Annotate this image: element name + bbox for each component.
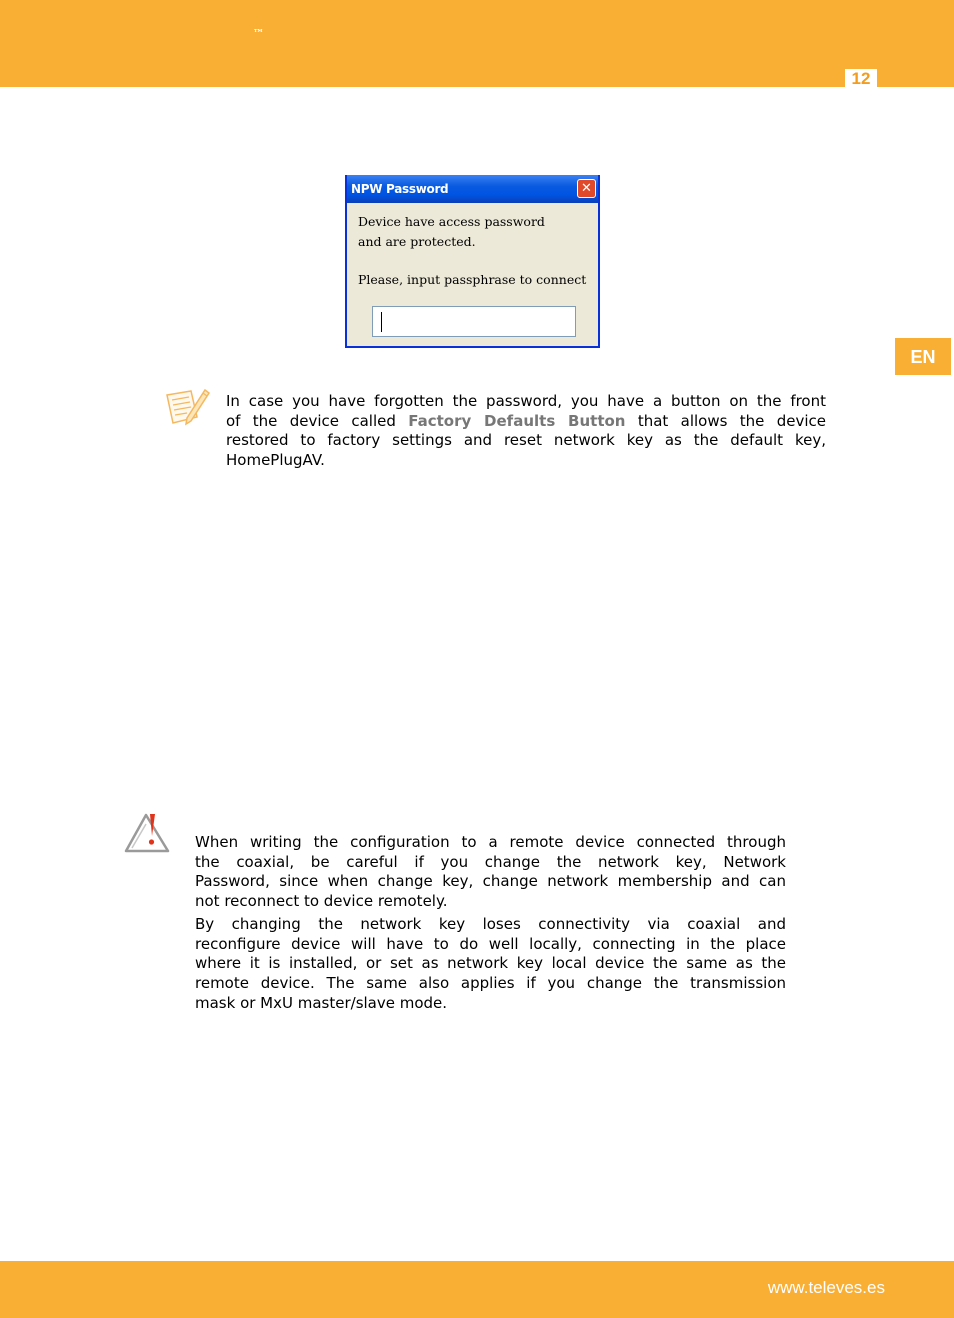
warning-line: Password, since when change key, change network membership and can <box>195 872 786 891</box>
close-icon[interactable]: ✕ <box>577 179 596 198</box>
dialog-title: NPW Password <box>351 182 449 196</box>
note-line: In case you have forgotten the password, you have a button on the front <box>226 392 826 410</box>
page-number: 12 <box>845 69 877 87</box>
warning-paragraph-1 <box>195 833 786 912</box>
dialog-message-line: Please, input passphrase to connect <box>358 272 587 287</box>
trademark-symbol: ™ <box>253 27 264 40</box>
warning-line: When writing the configuration to a remote device connected through <box>195 833 786 851</box>
warning-line: remote device. The same also applies if you change the transmission <box>195 974 786 993</box>
note-line: HomePlugAV. <box>226 451 325 470</box>
warning-line: not reconnect to device remotely. <box>195 892 448 911</box>
dialog-titlebar <box>347 175 598 203</box>
language-tab: EN <box>895 338 951 375</box>
note-line: restored to factory settings and reset network key as the default key, <box>226 431 826 450</box>
warning-line: mask or MxU master/slave mode. <box>195 993 448 1012</box>
npw-password-dialog <box>345 175 600 348</box>
warning-line: where it is installed, or set as network key local device the same as the <box>195 954 786 973</box>
passphrase-input[interactable] <box>372 306 576 337</box>
warning-line: reconfigure device will have to do well locally, connecting in the place <box>195 934 786 953</box>
warning-paragraph-2 <box>195 915 786 1014</box>
header-bar <box>0 0 954 87</box>
text-caret <box>381 312 382 332</box>
note-paragraph <box>226 392 826 471</box>
warning-line: the coaxial, be careful if you change the network key, Network <box>195 852 786 871</box>
footer-url[interactable]: www.televes.es <box>767 1278 885 1297</box>
warning-triangle-icon <box>124 812 172 854</box>
dialog-message-line: Device have access password <box>358 214 545 229</box>
factory-defaults-button-highlight: Factory Defaults Button <box>408 411 626 430</box>
warning-line: By changing the network key loses connectivity via coaxial and <box>195 915 786 933</box>
note-pencil-icon <box>163 387 213 431</box>
dialog-message-line: and are protected. <box>358 234 476 249</box>
note-line: of the device called Factory Defaults Button that allows the device <box>226 411 826 430</box>
